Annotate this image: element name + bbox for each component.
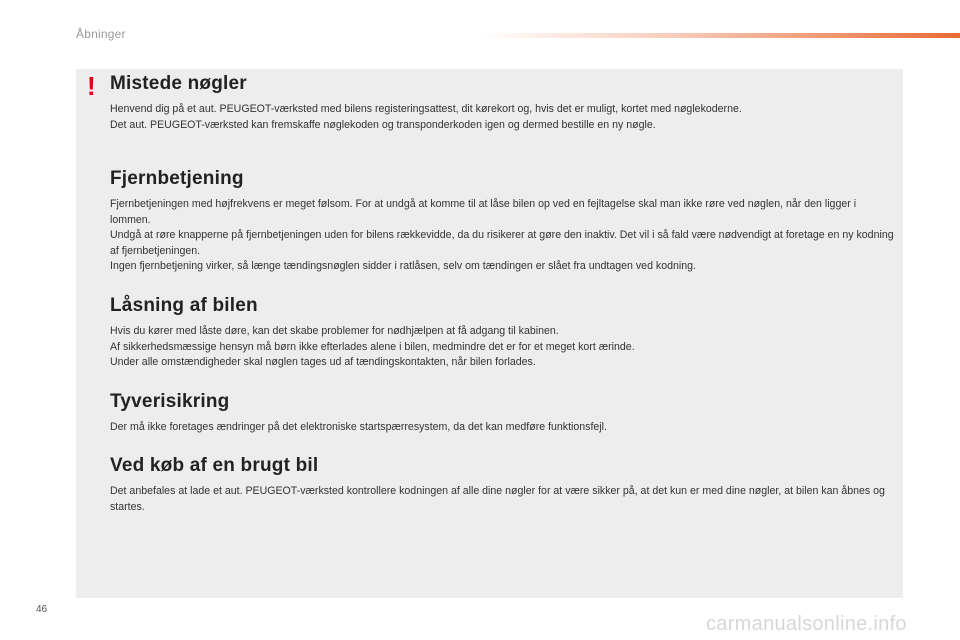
section-heading: Ved køb af en brugt bil [110, 455, 319, 476]
warning-exclamation-icon: ! [87, 71, 96, 101]
paragraph: Af sikkerhedsmæssige hensyn må børn ikke efterlades alene i bilen, medmindre det er for et meget kort ærinde. [110, 340, 635, 353]
paragraph: Fjernbetjeningen med højfrekvens er meget følsom. For at undgå at komme til at låse bilen op ved en fejltagelse skal man ikke røre ved nøglen, når den ligger i lommen. [110, 198, 857, 226]
section-fjernbetjening [110, 168, 895, 275]
section-tyverisikring [110, 391, 895, 436]
section-lasning-af-bilen [110, 295, 895, 371]
page-number: 46 [36, 604, 48, 615]
chapter-title: Åbninger [76, 27, 126, 41]
section-ved-kob-af-brugt-bil [110, 455, 895, 515]
paragraph: Henvend dig på et aut. PEUGEOT-værksted med bilens registeringsattest, dit kørekort og, hvis det er muligt, kortet med nøglekoderne. [110, 103, 742, 115]
section-mistede-nogler [110, 73, 895, 133]
section-heading: Tyverisikring [110, 391, 230, 412]
paragraph: Det aut. PEUGEOT-værksted kan fremskaffe nøglekoden og transponderkoden igen og dermed bestille en ny nøgle. [110, 118, 656, 131]
section-heading: Låsning af bilen [110, 295, 258, 316]
paragraph: Ingen fjernbetjening virker, så længe tændingsnøglen sidder i ratlåsen, selv om tændingen er slået fra undtagen ved kodning. [110, 260, 696, 272]
watermark: carmanualsonline.info [706, 613, 907, 635]
paragraph: Hvis du kører med låste døre, kan det skabe problemer for nødhjælpen at få adgang til kabinen. [110, 325, 559, 337]
paragraph: Under alle omstændigheder skal nøglen tages ud af tændingskontakten, når bilen forlades. [110, 356, 536, 368]
section-heading: Fjernbetjening [110, 168, 244, 189]
section-heading: Mistede nøgler [110, 73, 247, 94]
paragraph: Det anbefales at lade et aut. PEUGEOT-værksted kontrollere kodningen af alle dine nøgler for at være sikker på, at det kun er med dine nøgler, at bilen kan åbnes og startes. [110, 485, 885, 513]
paragraph: Der må ikke foretages ændringer på det elektroniske startspærresystem, da det kan medføre funktionsfejl. [110, 421, 607, 433]
header-accent-rule [480, 33, 960, 38]
paragraph: Undgå at røre knapperne på fjernbetjeningen uden for bilens rækkevidde, da du risikerer at gøre den inaktiv. Det vil i så fald være nødvendigt at foretage en ny kodning af fjernbetjeningen. [110, 229, 894, 257]
